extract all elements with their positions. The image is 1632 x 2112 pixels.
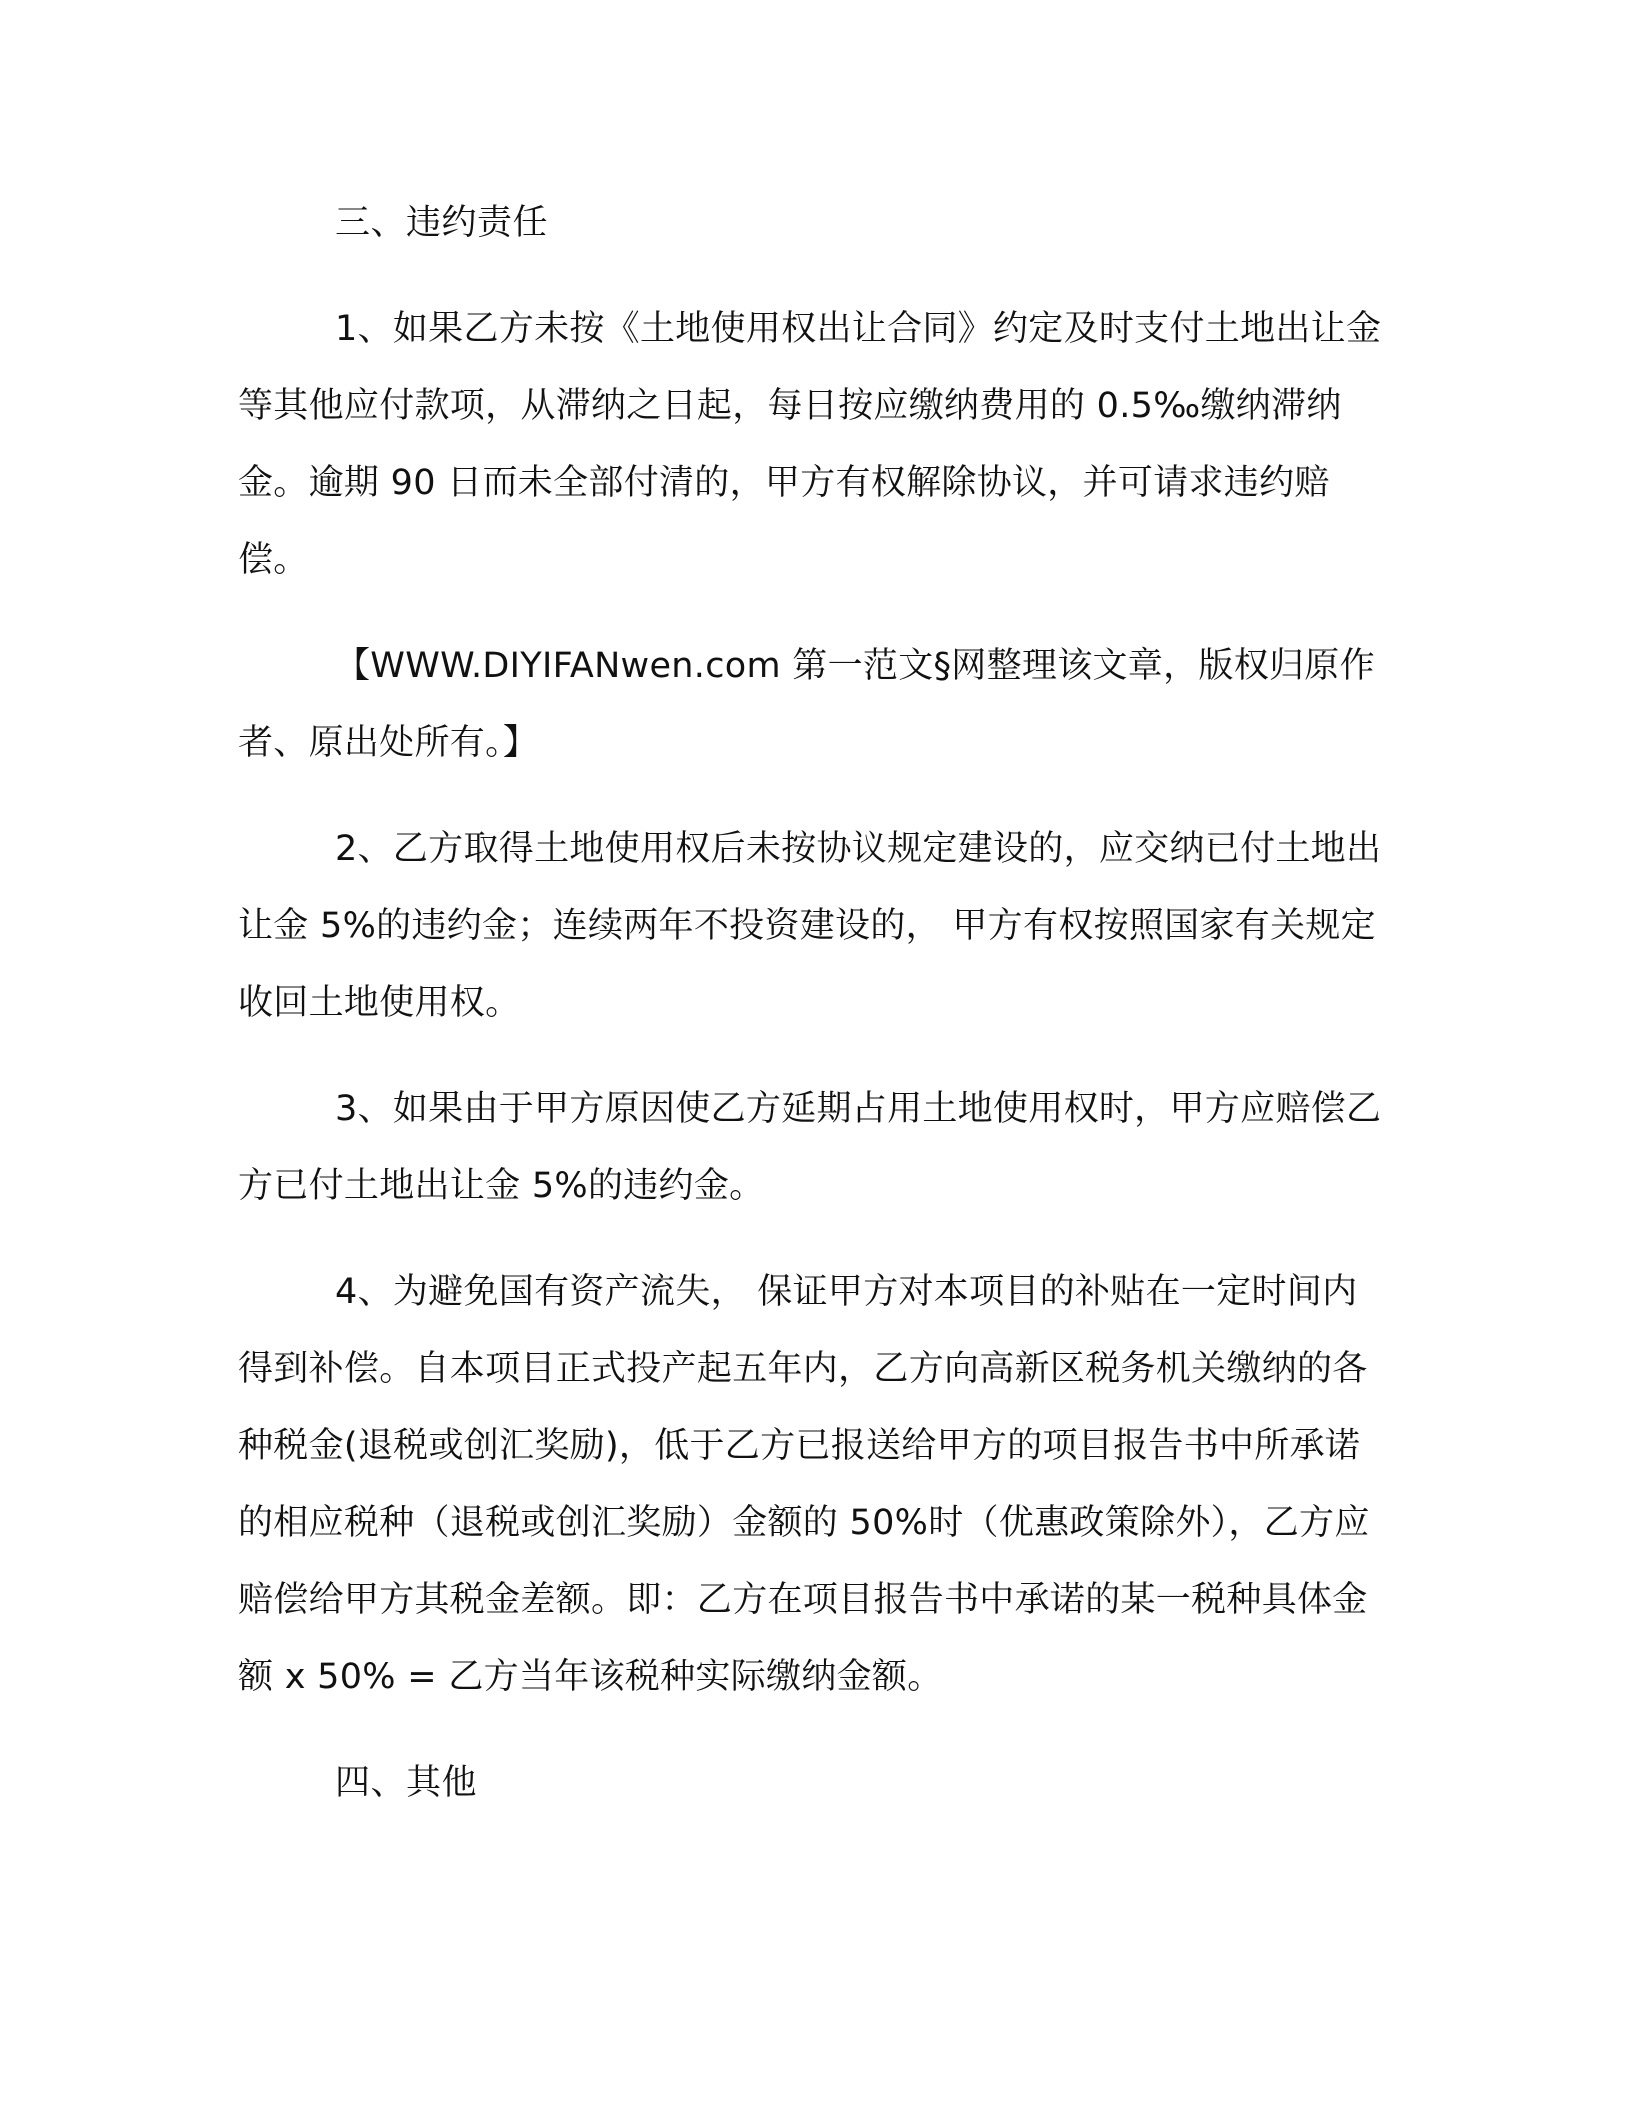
copyright-notice: 【WWW.DIYIFANwen.com 第一范文§网整理该文章，版权归原作者、原出处所有。】	[238, 646, 1375, 763]
section-heading-breach-liability: 三、违约责任	[335, 203, 549, 243]
paragraph-construction-default: 2、乙方取得土地使用权后未按协议规定建设的，应交纳已付土地出让金 5%的违约金；连续两年不投资建设的， 甲方有权按照国家有关规定收回土地使用权。	[238, 829, 1382, 1023]
section-heading-other: 四、其他	[335, 1763, 478, 1803]
document-body	[238, 185, 1386, 1822]
paragraph-late-payment: 1、如果乙方未按《土地使用权出让合同》约定及时支付土地出让金等其他应付款项，从滞纳之日起，每日按应缴纳费用的 0.5‰缴纳滞纳金。逾期 90 日而未全部付清的，甲方有权解除协议，并可请求违约赔偿。	[238, 309, 1382, 580]
paragraph-delay-compensation: 3、如果由于甲方原因使乙方延期占用土地使用权时，甲方应赔偿乙方已付土地出让金 5%的违约金。	[238, 1089, 1382, 1206]
paragraph-tax-compensation: 4、为避免国有资产流失， 保证甲方对本项目的补贴在一定时间内得到补偿。自本项目正式投产起五年内，乙方向高新区税务机关缴纳的各种税金(退税或创汇奖励)，低于乙方已报送给甲方的项目报告书中所承诺的相应税种（退税或创汇奖励）金额的 50%时（优惠政策除外），乙方应赔偿给甲方其税金差额。即：乙方在项目报告书中承诺的某一税种具体金额 x 50% = 乙方当年该税种实际缴纳金额。	[238, 1272, 1370, 1697]
